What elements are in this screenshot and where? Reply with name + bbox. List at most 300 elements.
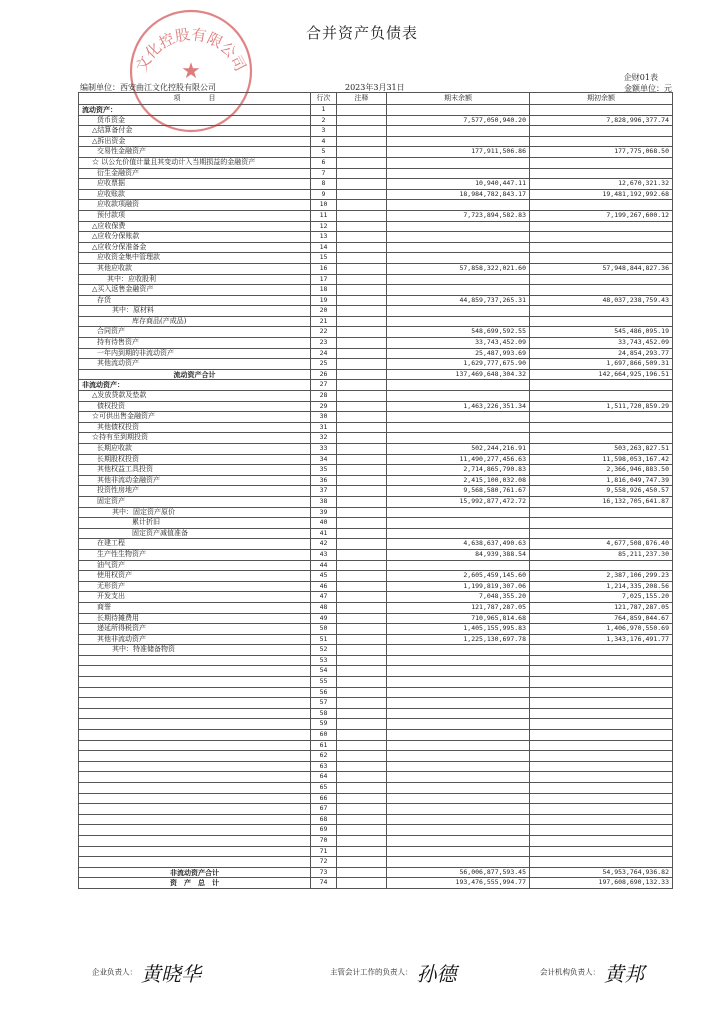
row-item-label: 使用权资产	[79, 571, 311, 582]
row-end-balance	[387, 433, 530, 444]
table-row	[79, 401, 673, 412]
table-row	[79, 285, 673, 296]
report-date: 2023年3月31日	[345, 83, 405, 92]
row-note	[337, 391, 387, 402]
row-note	[337, 581, 387, 592]
table-row	[79, 645, 673, 656]
table-row	[79, 475, 673, 486]
row-end-balance	[387, 793, 530, 804]
row-line-number: 20	[311, 306, 337, 317]
row-line-number: 33	[311, 444, 337, 455]
row-end-balance: 193,476,555,994.77	[387, 878, 530, 889]
table-row	[79, 719, 673, 730]
row-item-label: 其他非流动金融资产	[79, 475, 311, 486]
row-note	[337, 751, 387, 762]
row-item-label: 资 产 总 计	[79, 878, 311, 889]
table-row	[79, 444, 673, 455]
row-note	[337, 263, 387, 274]
row-item-label	[79, 708, 311, 719]
row-end-balance	[387, 677, 530, 688]
table-row	[79, 687, 673, 698]
row-item-label: 流动资产：	[79, 105, 311, 116]
table-row	[79, 751, 673, 762]
row-end-balance	[387, 814, 530, 825]
row-item-label: 生产性生物资产	[79, 549, 311, 560]
table-row	[79, 835, 673, 846]
row-item-label: △结算备付金	[79, 126, 311, 137]
row-note	[337, 157, 387, 168]
row-line-number: 7	[311, 168, 337, 179]
row-line-number: 2	[311, 115, 337, 126]
row-line-number: 47	[311, 592, 337, 603]
row-item-label: 衍生金融资产	[79, 168, 311, 179]
row-item-label: △应收分保准备金	[79, 242, 311, 253]
row-end-balance	[387, 772, 530, 783]
table-row	[79, 549, 673, 560]
row-end-balance: 57,858,322,021.60	[387, 263, 530, 274]
table-row	[79, 666, 673, 677]
row-item-label: 长期股权投资	[79, 454, 311, 465]
row-line-number: 23	[311, 338, 337, 349]
row-end-balance: 1,629,777,675.90	[387, 359, 530, 370]
table-row	[79, 496, 673, 507]
table-row	[79, 878, 673, 889]
row-line-number: 56	[311, 687, 337, 698]
row-begin-balance	[530, 507, 673, 518]
table-row	[79, 708, 673, 719]
row-item-label	[79, 846, 311, 857]
table-row	[79, 105, 673, 116]
row-begin-balance: 503,263,827.51	[530, 444, 673, 455]
row-begin-balance: 142,664,925,196.51	[530, 369, 673, 380]
row-line-number: 74	[311, 878, 337, 889]
row-begin-balance: 7,828,996,377.74	[530, 115, 673, 126]
row-note	[337, 486, 387, 497]
row-line-number: 10	[311, 200, 337, 211]
row-line-number: 18	[311, 285, 337, 296]
row-begin-balance	[530, 518, 673, 529]
row-line-number: 58	[311, 708, 337, 719]
row-note	[337, 327, 387, 338]
row-note	[337, 285, 387, 296]
row-note	[337, 295, 387, 306]
svg-text:★: ★	[181, 59, 201, 84]
row-note	[337, 804, 387, 815]
table-row	[79, 359, 673, 370]
row-line-number: 34	[311, 454, 337, 465]
row-end-balance	[387, 285, 530, 296]
table-row	[79, 179, 673, 190]
row-end-balance	[387, 857, 530, 868]
table-row	[79, 253, 673, 264]
row-line-number: 49	[311, 613, 337, 624]
row-item-label: 应收资金集中管理款	[79, 253, 311, 264]
row-line-number: 32	[311, 433, 337, 444]
table-row	[79, 338, 673, 349]
row-begin-balance: 48,037,238,759.43	[530, 295, 673, 306]
row-end-balance: 1,463,226,351.34	[387, 401, 530, 412]
row-begin-balance	[530, 708, 673, 719]
row-note	[337, 846, 387, 857]
row-item-label	[79, 825, 311, 836]
row-line-number: 52	[311, 645, 337, 656]
row-end-balance: 502,244,216.91	[387, 444, 530, 455]
row-item-label: 商誉	[79, 602, 311, 613]
row-end-balance: 56,006,877,593.45	[387, 867, 530, 878]
row-item-label: 一年内到期的非流动资产	[79, 348, 311, 359]
table-row	[79, 581, 673, 592]
row-note	[337, 634, 387, 645]
row-line-number: 3	[311, 126, 337, 137]
row-note	[337, 338, 387, 349]
table-row	[79, 793, 673, 804]
row-note	[337, 221, 387, 232]
legal-representative	[92, 958, 201, 987]
row-end-balance	[387, 168, 530, 179]
row-item-label: △发放贷款及垫款	[79, 391, 311, 402]
row-begin-balance	[530, 730, 673, 741]
row-note	[337, 592, 387, 603]
row-note	[337, 115, 387, 126]
table-row	[79, 306, 673, 317]
row-note	[337, 316, 387, 327]
row-begin-balance: 2,387,106,299.23	[530, 571, 673, 582]
row-line-number: 50	[311, 624, 337, 635]
row-end-balance	[387, 136, 530, 147]
row-note	[337, 306, 387, 317]
row-note	[337, 708, 387, 719]
row-item-label: 非流动资产合计	[79, 867, 311, 878]
row-end-balance	[387, 804, 530, 815]
row-item-label	[79, 804, 311, 815]
row-item-label	[79, 698, 311, 709]
row-line-number: 54	[311, 666, 337, 677]
row-begin-balance: 7,025,155.20	[530, 592, 673, 603]
row-item-label	[79, 814, 311, 825]
row-note	[337, 454, 387, 465]
row-end-balance: 710,965,814.68	[387, 613, 530, 624]
row-note	[337, 200, 387, 211]
row-line-number: 12	[311, 221, 337, 232]
row-end-balance	[387, 316, 530, 327]
row-line-number: 39	[311, 507, 337, 518]
row-line-number: 25	[311, 359, 337, 370]
row-item-label: 其他非流动资产	[79, 634, 311, 645]
table-row	[79, 761, 673, 772]
row-item-label	[79, 793, 311, 804]
row-note	[337, 677, 387, 688]
accounting-head	[330, 958, 457, 987]
row-begin-balance: 7,199,267,600.12	[530, 210, 673, 221]
table-row	[79, 168, 673, 179]
row-line-number: 36	[311, 475, 337, 486]
row-note	[337, 719, 387, 730]
row-note	[337, 687, 387, 698]
row-begin-balance	[530, 242, 673, 253]
table-row	[79, 772, 673, 783]
table-row	[79, 518, 673, 529]
row-item-label: 交易性金融资产	[79, 147, 311, 158]
row-item-label: 其他债权投资	[79, 422, 311, 433]
row-end-balance	[387, 666, 530, 677]
row-line-number: 35	[311, 465, 337, 476]
table-row	[79, 825, 673, 836]
table-row	[79, 242, 673, 253]
row-item-label: 流动资产合计	[79, 369, 311, 380]
table-row	[79, 126, 673, 137]
table-row	[79, 602, 673, 613]
table-row	[79, 804, 673, 815]
row-end-balance	[387, 645, 530, 656]
row-begin-balance: 2,366,946,883.50	[530, 465, 673, 476]
row-end-balance: 121,787,287.05	[387, 602, 530, 613]
row-line-number: 71	[311, 846, 337, 857]
row-note	[337, 126, 387, 137]
table-row	[79, 200, 673, 211]
table-row	[79, 655, 673, 666]
row-line-number: 27	[311, 380, 337, 391]
row-note	[337, 655, 387, 666]
row-note	[337, 369, 387, 380]
row-note	[337, 539, 387, 550]
row-item-label: 合同资产	[79, 327, 311, 338]
row-line-number: 48	[311, 602, 337, 613]
row-end-balance	[387, 274, 530, 285]
row-line-number: 17	[311, 274, 337, 285]
row-item-label: 持有待售资产	[79, 338, 311, 349]
row-item-label: 其他权益工具投资	[79, 465, 311, 476]
row-end-balance	[387, 846, 530, 857]
row-note	[337, 168, 387, 179]
row-note	[337, 475, 387, 486]
company-name: 编制单位：西安曲江文化控股有限公司	[80, 83, 216, 92]
row-begin-balance	[530, 168, 673, 179]
row-item-label: △买入返售金融资产	[79, 285, 311, 296]
row-begin-balance	[530, 719, 673, 730]
row-end-balance: 177,911,506.86	[387, 147, 530, 158]
row-line-number: 43	[311, 549, 337, 560]
row-item-label: 存货	[79, 295, 311, 306]
row-begin-balance	[530, 412, 673, 423]
row-item-label: 开发支出	[79, 592, 311, 603]
row-begin-balance: 19,481,192,992.68	[530, 189, 673, 200]
row-note	[337, 105, 387, 116]
row-note	[337, 835, 387, 846]
row-line-number: 51	[311, 634, 337, 645]
row-line-number: 30	[311, 412, 337, 423]
row-begin-balance: 1,511,720,859.29	[530, 401, 673, 412]
row-note	[337, 253, 387, 264]
row-note	[337, 698, 387, 709]
row-begin-balance	[530, 772, 673, 783]
row-item-label: 其中：固定资产原价	[79, 507, 311, 518]
row-end-balance	[387, 157, 530, 168]
row-begin-balance: 12,670,321.32	[530, 179, 673, 190]
table-row	[79, 634, 673, 645]
row-begin-balance	[530, 391, 673, 402]
row-line-number: 59	[311, 719, 337, 730]
row-begin-balance	[530, 846, 673, 857]
row-end-balance	[387, 412, 530, 423]
row-begin-balance: 545,486,095.19	[530, 327, 673, 338]
table-row	[79, 327, 673, 338]
row-line-number: 16	[311, 263, 337, 274]
row-note	[337, 274, 387, 285]
row-begin-balance: 121,787,287.05	[530, 602, 673, 613]
row-end-balance	[387, 687, 530, 698]
table-row	[79, 433, 673, 444]
row-begin-balance	[530, 232, 673, 243]
row-item-label: 累计折旧	[79, 518, 311, 529]
table-row	[79, 454, 673, 465]
row-end-balance: 548,699,592.55	[387, 327, 530, 338]
row-begin-balance	[530, 835, 673, 846]
row-end-balance: 15,992,877,472.72	[387, 496, 530, 507]
table-row	[79, 136, 673, 147]
row-item-label: 无形资产	[79, 581, 311, 592]
row-begin-balance	[530, 221, 673, 232]
row-item-label: 货币资金	[79, 115, 311, 126]
table-row	[79, 857, 673, 868]
row-begin-balance	[530, 126, 673, 137]
row-note	[337, 602, 387, 613]
row-end-balance: 2,714,865,790.83	[387, 465, 530, 476]
row-begin-balance: 4,677,508,876.40	[530, 539, 673, 550]
row-note	[337, 465, 387, 476]
row-end-balance	[387, 253, 530, 264]
header-line: 行次	[311, 93, 337, 105]
table-row	[79, 698, 673, 709]
row-item-label	[79, 761, 311, 772]
row-item-label: 长期待摊费用	[79, 613, 311, 624]
table-row	[79, 422, 673, 433]
row-item-label: 应收款项融资	[79, 200, 311, 211]
row-item-label	[79, 835, 311, 846]
row-line-number: 8	[311, 179, 337, 190]
row-end-balance	[387, 105, 530, 116]
row-note	[337, 867, 387, 878]
balance-sheet-table	[78, 92, 673, 889]
row-line-number: 61	[311, 740, 337, 751]
row-end-balance	[387, 835, 530, 846]
row-line-number: 55	[311, 677, 337, 688]
row-end-balance: 18,984,782,843.17	[387, 189, 530, 200]
row-note	[337, 401, 387, 412]
row-item-label: 其中：应收股利	[79, 274, 311, 285]
table-row	[79, 465, 673, 476]
table-row	[79, 677, 673, 688]
table-row	[79, 846, 673, 857]
row-item-label	[79, 730, 311, 741]
row-end-balance: 2,415,100,032.08	[387, 475, 530, 486]
table-row	[79, 316, 673, 327]
row-note	[337, 613, 387, 624]
row-line-number: 45	[311, 571, 337, 582]
row-end-balance: 2,605,459,145.60	[387, 571, 530, 582]
row-end-balance	[387, 200, 530, 211]
row-item-label: 投资性房地产	[79, 486, 311, 497]
row-begin-balance	[530, 157, 673, 168]
row-end-balance: 7,577,050,940.20	[387, 115, 530, 126]
row-note	[337, 232, 387, 243]
row-begin-balance	[530, 687, 673, 698]
row-begin-balance	[530, 783, 673, 794]
row-begin-balance: 1,697,866,509.31	[530, 359, 673, 370]
row-end-balance	[387, 221, 530, 232]
table-row	[79, 348, 673, 359]
table-row	[79, 592, 673, 603]
row-item-label: 其他应收款	[79, 263, 311, 274]
row-end-balance	[387, 708, 530, 719]
row-begin-balance	[530, 433, 673, 444]
row-item-label: 其中：原材料	[79, 306, 311, 317]
table-row	[79, 380, 673, 391]
row-end-balance: 10,940,447.11	[387, 179, 530, 190]
row-line-number: 6	[311, 157, 337, 168]
row-end-balance	[387, 825, 530, 836]
dept-head-label: 会计机构负责人：	[540, 967, 600, 977]
row-item-label	[79, 677, 311, 688]
row-note	[337, 189, 387, 200]
row-item-label: △应收保费	[79, 221, 311, 232]
row-end-balance: 1,225,130,697.78	[387, 634, 530, 645]
row-line-number: 42	[311, 539, 337, 550]
table-row	[79, 221, 673, 232]
row-begin-balance: 1,214,335,208.56	[530, 581, 673, 592]
row-note	[337, 422, 387, 433]
row-item-label	[79, 666, 311, 677]
row-item-label: 预付款项	[79, 210, 311, 221]
table-row	[79, 115, 673, 126]
row-line-number: 13	[311, 232, 337, 243]
table-row	[79, 560, 673, 571]
row-note	[337, 348, 387, 359]
row-line-number: 9	[311, 189, 337, 200]
row-note	[337, 740, 387, 751]
row-item-label	[79, 783, 311, 794]
row-begin-balance: 11,598,053,167.42	[530, 454, 673, 465]
row-item-label: 固定资产减值准备	[79, 528, 311, 539]
row-end-balance: 1,405,155,995.83	[387, 624, 530, 635]
row-end-balance: 137,469,648,304.32	[387, 369, 530, 380]
row-note	[337, 444, 387, 455]
row-note	[337, 666, 387, 677]
row-item-label: △应收分保账款	[79, 232, 311, 243]
header-end-balance: 期末余额	[387, 93, 530, 105]
row-note	[337, 571, 387, 582]
row-begin-balance	[530, 814, 673, 825]
table-row	[79, 210, 673, 221]
table-row	[79, 263, 673, 274]
row-begin-balance	[530, 316, 673, 327]
row-line-number: 73	[311, 867, 337, 878]
row-line-number: 72	[311, 857, 337, 868]
row-note	[337, 549, 387, 560]
row-note	[337, 496, 387, 507]
row-begin-balance	[530, 793, 673, 804]
row-begin-balance: 1,816,049,747.39	[530, 475, 673, 486]
row-item-label: ☆可供出售金融资产	[79, 412, 311, 423]
row-line-number: 24	[311, 348, 337, 359]
row-line-number: 65	[311, 783, 337, 794]
row-begin-balance	[530, 253, 673, 264]
report-title: 合并资产负债表	[305, 24, 418, 42]
row-item-label: 应收账款	[79, 189, 311, 200]
row-line-number: 40	[311, 518, 337, 529]
row-end-balance	[387, 698, 530, 709]
row-line-number: 31	[311, 422, 337, 433]
table-row	[79, 232, 673, 243]
